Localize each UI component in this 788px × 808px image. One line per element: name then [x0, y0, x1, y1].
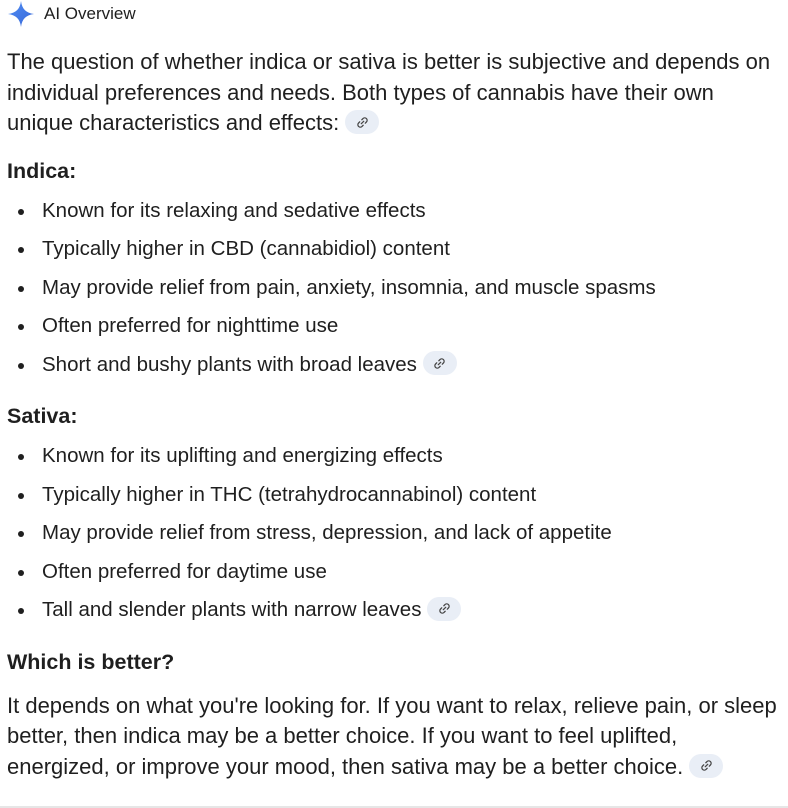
- list-item: Short and bushy plants with broad leaves: [7, 346, 782, 385]
- indica-list: [7, 192, 782, 385]
- link-icon: [700, 759, 713, 772]
- indica-heading: Indica:: [7, 158, 77, 183]
- source-link-chip[interactable]: [423, 351, 457, 375]
- overview-content: [7, 47, 782, 782]
- link-icon: [356, 116, 369, 129]
- which-paragraph: [7, 691, 782, 783]
- list-item: Known for its uplifting and energizing effects: [7, 437, 782, 476]
- list-item: Known for its relaxing and sedative effects: [7, 192, 782, 231]
- list-item: Typically higher in CBD (cannabidiol) content: [7, 230, 782, 269]
- list-item: May provide relief from pain, anxiety, insomnia, and muscle spasms: [7, 269, 782, 308]
- which-text: It depends on what you're looking for. If you want to relax, relieve pain, or sleep better, then indica may be a better choice. If you want to feel uplifted, energized, or improve your mood, then sativa may be a better choice.: [7, 692, 777, 779]
- list-item: Often preferred for daytime use: [7, 553, 782, 592]
- list-item: Typically higher in THC (tetrahydrocannabinol) content: [7, 476, 782, 515]
- intro-paragraph: [7, 47, 782, 139]
- link-icon: [438, 602, 451, 615]
- source-link-chip[interactable]: [345, 110, 379, 134]
- source-link-chip[interactable]: [427, 597, 461, 621]
- intro-text: The question of whether indica or sativa is better is subjective and depends on individual preferences and needs. Both types of cannabis have their own unique characteristics and effects:: [7, 49, 771, 135]
- sativa-list: [7, 437, 782, 630]
- header-title: AI Overview: [44, 4, 136, 23]
- link-icon: [433, 357, 446, 370]
- source-link-chip[interactable]: [689, 754, 723, 778]
- which-heading: Which is better?: [7, 649, 175, 674]
- sparkle-icon: [7, 0, 35, 28]
- list-item: Often preferred for nighttime use: [7, 307, 782, 346]
- list-item: May provide relief from stress, depression, and lack of appetite: [7, 514, 782, 553]
- sativa-heading: Sativa:: [7, 404, 78, 428]
- list-item: Tall and slender plants with narrow leaves: [7, 591, 782, 630]
- ai-overview-header: [7, 0, 136, 28]
